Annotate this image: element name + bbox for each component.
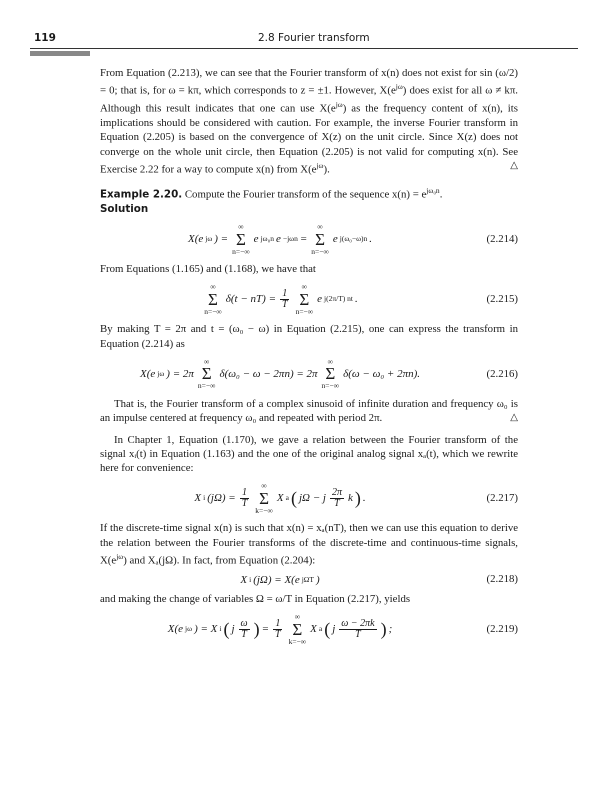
equation-2215: ∞ Σ n=−∞ δ(t − nT) = $\frac{1}{T}$ ∞ Σ n=−∞ e j(2π/T) nt . (2.215) (204, 282, 518, 316)
end-of-remark-icon: △ (510, 159, 518, 171)
paragraph-chapter-one: In Chapter 1, Equation (1.170), we gave a relation between the Fourier transform of the signal xᵢ(t) in Equation (1.163) and the one of the original analog signal xₐ(t), which we rewrite here for convenience: (100, 433, 518, 475)
paragraph-discrete-time: If the discrete-time signal x(n) is such that x(n) = xₐ(nT), then we can use this equation to derive the relation between the Fourier transforms of the discrete-time and continuous-time signals, $X(e^{j\omega})$ and Xₐ(jΩ). In fact, from Equation (2.204): (100, 522, 519, 567)
end-of-remark-icon: △ (510, 412, 518, 424)
section-title: 2.8 Fourier transform (258, 32, 370, 44)
equation-2219: X(e jω ) = X i ( j $\frac{\omega}{T}$ ) = $\frac{1}{T}$ ∞ Σ k=−∞ X a ( j $\frac{\omega - 2\pi k}{T}$ ) ; (2.219) (167, 612, 518, 646)
paragraph-change-of-variables: and making the change of variables Ω = ω/T in Equation (2.217), yields (100, 592, 411, 605)
paragraph-by-making: By making T = 2π and t = (ω₀ − ω) in Equation (2.215), one can express the transform in Equation (2.214) as (100, 323, 518, 350)
page-number: 119 (34, 32, 56, 44)
equation-2216: X(e jω ) = 2π ∞ Σ n=−∞ δ(ω₀ − ω − 2πn) = 2π ∞ Σ n=−∞ δ(ω − ω₀ + 2πn). (2.216) (139, 356, 518, 391)
equation-number: (2.219) (486, 623, 518, 636)
solution-label: Solution (100, 202, 149, 215)
running-header (30, 30, 578, 46)
equation-number: (2.216) (486, 367, 518, 380)
header-rule (30, 48, 578, 49)
equation-number: (2.218) (486, 572, 518, 585)
paragraph-from-equations: From Equations (1.165) and (1.168), we have that (100, 263, 316, 276)
header-tab-bar (30, 51, 90, 56)
paragraph-complex-sinusoid: That is, the Fourier transform of a complex sinusoid of infinite duration and frequency ω₀ is an impulse centered at frequency ω₀ and repeated with period 2π. △ (100, 397, 518, 425)
equation-2214: X(e jω ) = ∞ Σ n=−∞ e jω₀n e −jωn = ∞ Σ n=−∞ e j(ω₀−ω)n . (2.214) (187, 222, 518, 256)
example-label: Example 2.20. (100, 188, 183, 201)
equation-2218: X i (jΩ) = X(e jΩT ) (2.218) (240, 572, 518, 586)
equation-number: (2.214) (486, 233, 518, 246)
page-body (100, 66, 518, 652)
equation-number: (2.217) (486, 492, 518, 505)
solution-heading (100, 202, 518, 216)
equation-2217: X i (jΩ) = $\frac{1}{T}$ ∞ Σ k=−∞ X a ( jΩ − j $\frac{2\pi}{T}$ k ) . (2.217) (194, 481, 518, 515)
example-heading: Example 2.20. Compute the Fourier transform of the sequence $x(n) = e^{j\omega_0n}$. (100, 185, 443, 201)
paragraph-convergence: From Equation (2.213), we can see that the Fourier transform of x(n) does not exist for sin (ω/2) = 0; that is, for ω = kπ, which corresponds to z = ±1. However, $X(e^{j\omega})$ does exist for all ω ≠ kπ. Although this result indicates that one can use $X(e^{j\omega})$ as the frequency content of x(n), its implications should be considered with caution. For example, the inverse Fourier transform in Equation (2.205) is based on the convergence of X(z) on the unit circle. Since X(z) does not converge on the whole unit circle, then Equation (2.205) is not valid for computing x(n). See Exercise 2.22 for a way to compute x(n) from $X(e^{j\omega})$. △ (100, 67, 519, 176)
equation-number: (2.215) (486, 293, 518, 306)
